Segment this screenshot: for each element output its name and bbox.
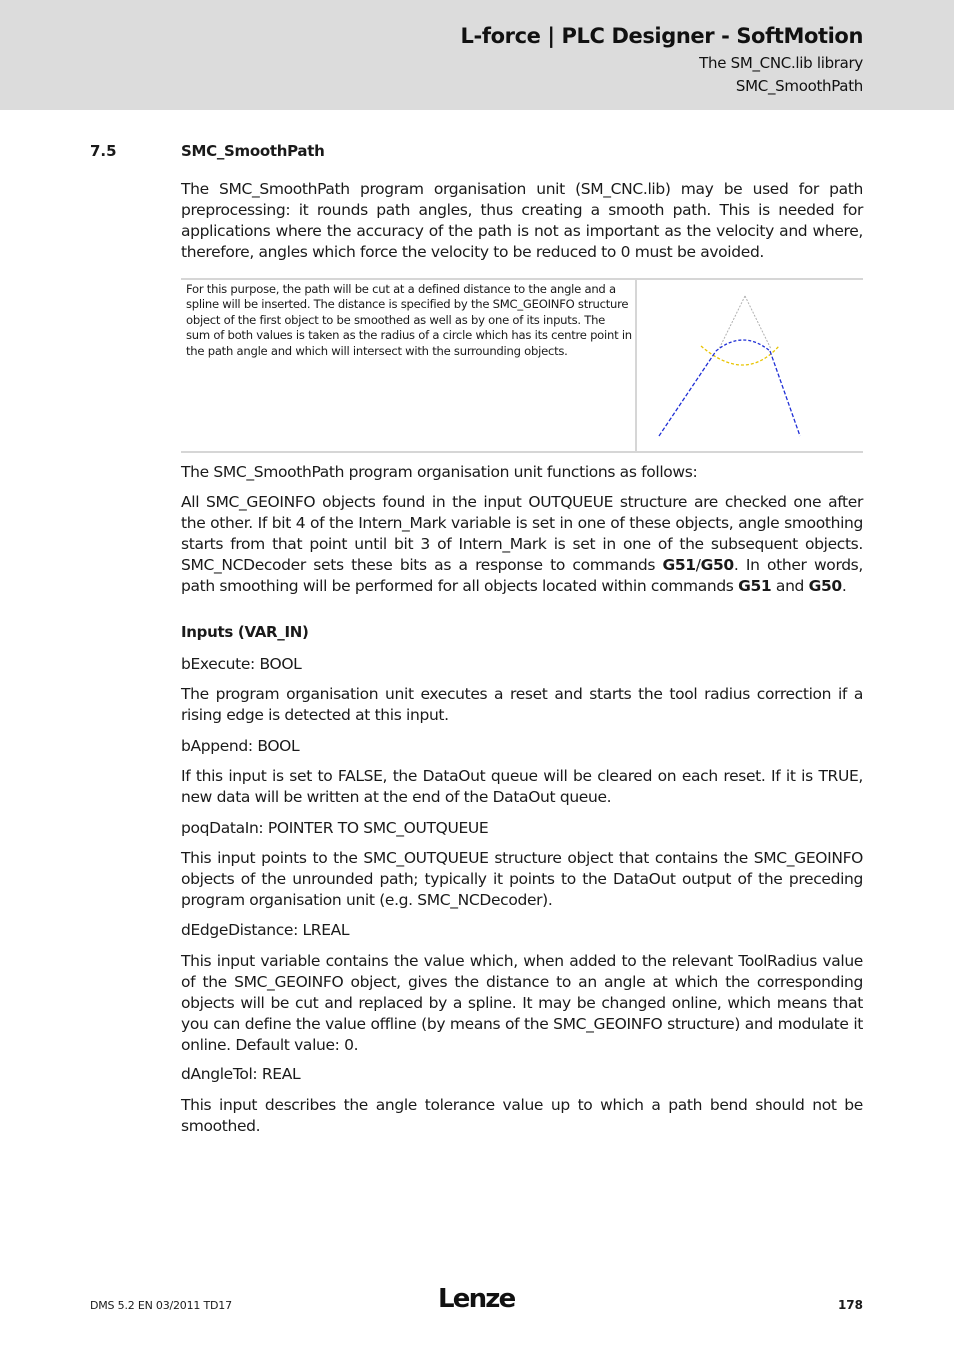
lenze-logo: Lenze — [438, 1284, 515, 1314]
input-description: This input describes the angle tolerance value up to which a path bend should not be smoothed. — [181, 1096, 863, 1135]
document-title: L-force | PLC Designer - SoftMotion — [460, 24, 863, 48]
smooth-path-diagram — [639, 284, 859, 446]
section-subtitle: SMC_SmoothPath — [735, 77, 863, 95]
input-description: The program organisation unit executes a reset and starts the tool radius correction if a rising edge is detected at this input. — [181, 685, 863, 724]
page-header — [0, 0, 954, 110]
figure-box — [181, 278, 863, 453]
path-line-right — [770, 351, 800, 436]
document-id: DMS 5.2 EN 03/2011 TD17 — [90, 1299, 232, 1312]
input-name: dAngleTol: REAL — [181, 1065, 301, 1083]
section-title: SMC_SmoothPath — [181, 142, 325, 160]
intro-paragraph: The SMC_SmoothPath program organisation unit (SM_CNC.lib) may be used for path preprocessing: it rounds path angles, thus creating a smooth path. This is needed for applications where the accuracy of the path is not as important as the velocity and where, therefore, angles which force the velocity to be reduced to 0 must be avoided. — [181, 180, 863, 261]
input-name: bAppend: BOOL — [181, 737, 300, 755]
input-name: poqDataIn: POINTER TO SMC_OUTQUEUE — [181, 819, 489, 837]
input-description: This input variable contains the value which, when added to the relevant ToolRadius value of the SMC_GEOINFO object, gives the distance to an angle at which the corresponding objects will be cut and replaced by a spline. It may be changed online, which means that you can define the value offline (by means of the SMC_GEOINFO structure) and modulate it online. Default value: 0. — [181, 952, 863, 1054]
inputs-heading: Inputs (VAR_IN) — [181, 623, 309, 641]
input-description: This input points to the SMC_OUTQUEUE structure object that contains the SMC_GEOINFO objects of the unrounded path; typically it points to the DataOut output of the preceding program organisation unit (e.g. SMC_NCDecoder). — [181, 849, 863, 909]
spline-segment — [716, 340, 770, 351]
page-number: 178 — [837, 1298, 863, 1312]
input-description: If this input is set to FALSE, the DataOut queue will be cleared on each reset. If it is TRUE, new data will be written at the end of the DataOut queue. — [181, 767, 863, 806]
chapter-subtitle: The SM_CNC.lib library — [699, 54, 863, 72]
figure-divider — [635, 280, 637, 451]
input-name: dEdgeDistance: LREAL — [181, 921, 350, 939]
guide-line-left — [719, 296, 745, 349]
path-line-left — [659, 351, 716, 436]
functions-intro: The SMC_SmoothPath program organisation unit functions as follows: — [181, 463, 698, 481]
section-number: 7.5 — [90, 142, 117, 160]
input-name: bExecute: BOOL — [181, 655, 302, 673]
figure-caption: For this purpose, the path will be cut at a defined distance to the angle and a spline will be inserted. The distance is specified by the SMC_GEOINFO structure object of the first object to be smoothed as well as by one of its inputs. The sum of both values is taken as the radius of a circle which has its centre point in the path angle and which will intersect with the surrounding objects. — [186, 282, 632, 358]
functions-paragraph: All SMC_GEOINFO objects found in the input OUTQUEUE structure are checked one after the other. If bit 4 of the Intern_Mark variable is set in one of these objects, angle smoothing starts from that point until bit 3 of Intern_Mark is set in one of the subsequent objects. SMC_NCDecoder sets these bits as a response to commands G51/G50. In other words, path smoothing will be performed for all objects located within commands G51 and G50. — [181, 493, 863, 595]
